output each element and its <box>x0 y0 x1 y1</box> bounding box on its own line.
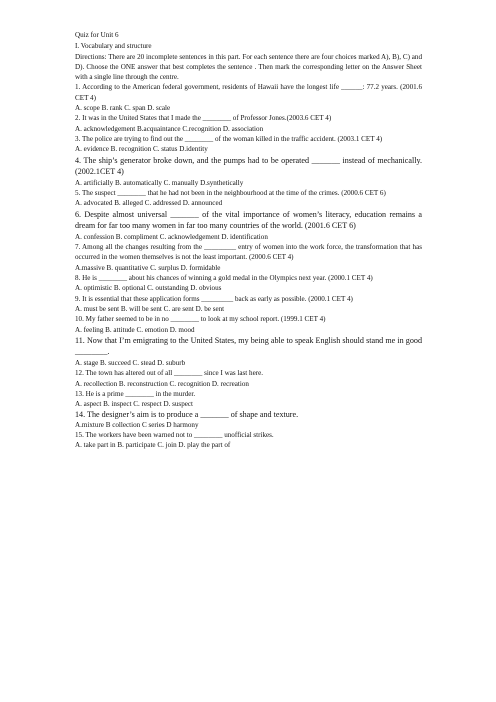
question-14: 14. The designer’s aim is to produce a _______ of shape and texture. <box>75 410 299 420</box>
options-2: A. acknowledgement B.acquaintance C.recognition D. association <box>75 124 264 133</box>
options-4: A. artificially B. automatically C. manually D.synthetically <box>75 178 244 187</box>
options-10: A. feeling B. attitude C. emotion D. mood <box>75 325 195 334</box>
question-7: 7. Among all the changes resulting from the _________ entry of women into the work force, the transformation that has occurred in the women themselves is not the least important. (2000.6 CET 4) <box>75 243 422 262</box>
question-10: 10. My father seemed to be in no ________ to look at my school report. (1999.1 CET 4) <box>75 315 326 324</box>
question-3: 3. The police are trying to find out the ________ of the woman killed in the traffic accident. (2003.1 CET 4) <box>75 134 383 143</box>
options-5: A. advocated B. alleged C. addressed D. announced <box>75 199 223 208</box>
options-11: A. stage B. succeed C. stead D. suburb <box>75 358 186 367</box>
options-6: A. confession B. compliment C. acknowledgement D. identification <box>75 232 268 241</box>
question-8: 8. He is ________ about his chances of winning a gold medal in the Olympics next year. (2000.1 CET 4) <box>75 274 373 283</box>
directions: Directions: There are 20 incomplete sentences in this part. For each sentence there are four choices marked A), B), C) and D). Choose the ONE answer that best completes the sentence . Then mark the corresponding letter on the Answer Sheet with a single line through the centre. <box>75 52 422 82</box>
page-title: Quiz for Unit 6 <box>75 31 119 39</box>
question-1: 1. According to the American federal government, residents of Hawaii have the longest life ______: 77.2 years. (2001.6 CET 4) <box>75 83 422 102</box>
options-15: A. take part in B. participate C. join D. play the part of <box>75 441 231 450</box>
question-15: 15. The workers have been warned not to ________ unofficial strikes. <box>75 431 274 440</box>
question-12: 12. The town has altered out of all ________ since I was last here. <box>75 369 264 378</box>
question-9: 9. It is essential that these application forms _________ back as early as possible. (2000.1 CET 4) <box>75 294 353 303</box>
options-1: A. scope B. rank C. span D. scale <box>75 104 171 113</box>
options-3: A. evidence B. recognition C. status D.identity <box>75 145 208 154</box>
question-5: 5. The suspect ________ that he had not been in the neighbourhood at the time of the crimes. (2000.6 CET 6) <box>75 189 386 198</box>
options-13: A. aspect B. inspect C. respect D. suspect <box>75 400 194 409</box>
options-9: A. must be sent B. will be sent C. are sent D. be sent <box>75 304 225 313</box>
options-12: A. recollection B. reconstruction C. recognition D. recreation <box>75 379 249 388</box>
options-14: A.mixture B collection C series D harmony <box>75 420 199 429</box>
question-2: 2. It was in the United States that I made the ________ of Professor Jones.(2003.6 CET 4) <box>75 114 332 123</box>
options-7: A.massive B. quantitative C. surplus D. formidable <box>75 263 221 272</box>
question-4: 4. The ship’s generator broke down, and the pumps had to be operated _______ instead of mechanically. (2002.1CET 4) <box>75 155 422 177</box>
options-8: A. optimistic B. optional C. outstanding D. obvious <box>75 284 222 293</box>
section-heading: I. Vocabulary and structure <box>75 42 152 51</box>
quiz-page <box>75 30 422 451</box>
question-11: 11. Now that I’m emigrating to the United States, my being able to speak English should stand me in good ________. <box>75 335 422 357</box>
question-6: 6. Despite almost universal _______ of the vital importance of women’s literacy, education remains a dream for far too many women in far too many countries of the world. (2001.6 CET 6) <box>75 209 422 231</box>
question-13: 13. He is a prime ________ in the murder. <box>75 389 196 398</box>
